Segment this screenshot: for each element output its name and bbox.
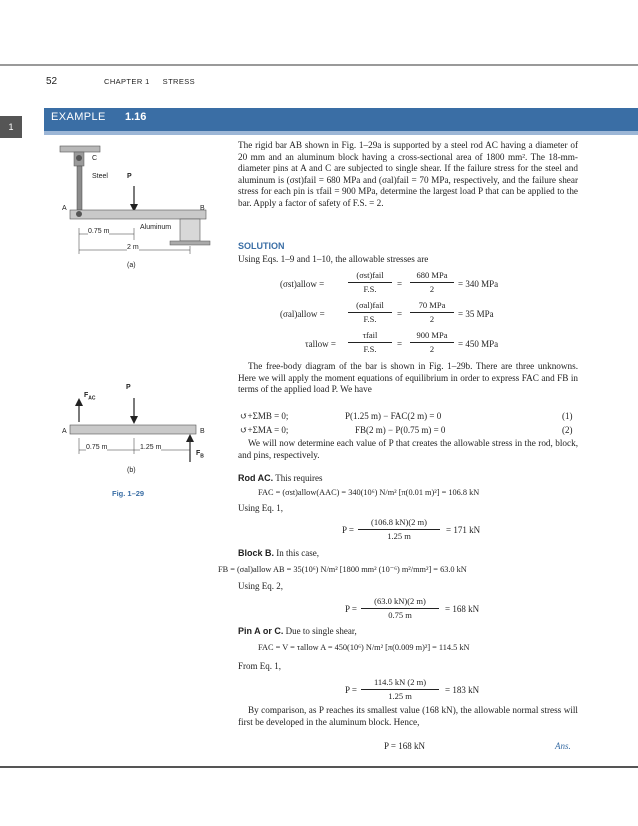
- block-b-p-num: (63.0 kN)(2 m): [374, 596, 426, 606]
- frac-line: [348, 312, 392, 313]
- ans-label: Ans.: [555, 741, 571, 751]
- page-bottom-rule: [0, 766, 638, 768]
- pin-p-num: 114.5 kN (2 m): [373, 677, 427, 687]
- fig-b-dim-right: 1.25 m: [140, 444, 162, 451]
- allow-eq-den1-1: F.S.: [363, 284, 377, 294]
- frac-line: [358, 529, 440, 530]
- fig-a-label-c: C: [92, 155, 98, 162]
- frac-line: [361, 608, 439, 609]
- equals: =: [397, 339, 403, 349]
- comparison-paragraph: By comparison, as P reaches its smallest value (168 kN), the allowable normal stress will first be developed in the aluminum block. Hence,: [238, 705, 578, 727]
- rod-ac-line: [238, 473, 323, 483]
- pin-p-den: 1.25 m: [388, 691, 412, 701]
- moment-eq-lhs-1: ↺+ΣMB = 0;: [240, 411, 289, 421]
- equals: =: [397, 279, 403, 289]
- block-b-line: [238, 548, 319, 558]
- fig-b-dim-left: 0.75 m: [86, 444, 108, 451]
- allow-eq-num1-3: τfail: [362, 330, 378, 340]
- rod-ac-p-den: 1.25 m: [387, 531, 411, 541]
- moment-eq-tag-2: (2): [562, 425, 573, 435]
- figure-b-diagram: [52, 380, 232, 490]
- pin-a: [76, 211, 82, 217]
- moment-eq-lhs-2: ↺+ΣMA = 0;: [240, 425, 289, 435]
- page-top-band: [0, 0, 638, 66]
- fig-b-label-b: B: [200, 428, 205, 435]
- chapter-label: CHAPTER 1: [104, 77, 150, 86]
- fig-b-caption: (b): [127, 467, 136, 474]
- rod-ac-p-lhs: P =: [342, 525, 354, 535]
- final-answer: P = 168 kN: [384, 741, 425, 751]
- fig-b-label-a: A: [62, 428, 67, 435]
- fbd-bar: [70, 425, 196, 434]
- allow-eq-den2-1: 2: [429, 284, 435, 294]
- allow-eq-result-1: = 340 MPa: [458, 279, 499, 289]
- allow-eq-num2-2: 70 MPa: [418, 300, 446, 310]
- allow-eq-num2-3: 900 MPa: [416, 330, 448, 340]
- equals: =: [397, 309, 403, 319]
- frac-line: [410, 282, 454, 283]
- page-number: 52: [46, 76, 58, 87]
- moment-eq-rhs-1: P(1.25 m) − FAC(2 m) = 0: [345, 411, 442, 421]
- chapter-header: [104, 77, 195, 86]
- fac-arrowhead: [75, 398, 83, 406]
- problem-statement: The rigid bar AB shown in Fig. 1–29a is supported by a steel rod AC having a diameter of 20 mm and an aluminum block having a cross-sectional area of 1800 mm². The 18-mm-diameter pins at A and C are subjected to single shear. If the failure stress for the steel and aluminum is (σst)fail = 680 MPa and (σal)fail = 70 MPa, respectively, and the failure shear stress for each pin is τfail = 900 MPa, determine the largest load P that can be applied to the bar. Apply a factor of safety of F.S. = 2.: [238, 140, 578, 208]
- allow-eq-num1-1: (σst)fail: [356, 270, 384, 280]
- fig-a-label-steel: Steel: [92, 173, 108, 180]
- block-b-case: In this case,: [276, 548, 320, 558]
- fig-a-label-b: B: [200, 205, 205, 212]
- allow-eq-lhs-2: (σal)allow =: [280, 309, 325, 319]
- figure-a-diagram: [52, 140, 232, 280]
- block-b-equation: FB = (σal)allow AB = 35(10⁶) N/m² [1800 mm² (10⁻⁶) m²/mm²] = 63.0 kN: [218, 565, 467, 574]
- moment-eq-rhs-2: FB(2 m) − P(0.75 m) = 0: [355, 425, 446, 435]
- pin-p-lhs: P =: [345, 685, 357, 695]
- aluminum-block: [180, 219, 200, 241]
- ground: [170, 241, 210, 245]
- block-b-using: Using Eq. 2,: [238, 581, 283, 591]
- chapter-title: STRESS: [162, 77, 196, 86]
- frac-line: [348, 342, 392, 343]
- allow-eq-result-3: = 450 MPa: [458, 339, 499, 349]
- fig-b-label-fac: $F_{AC}$: [84, 392, 96, 402]
- pin-p-result: = 183 kN: [445, 685, 480, 695]
- allow-eq-lhs-3: τallow =: [305, 339, 336, 349]
- fbd-paragraph: The free-body diagram of the bar is shown in Fig. 1–29b. There are three unknowns. Here we will apply the moment equations of equilibrium in order to express FAC and FB in terms of the applied load P. We have: [238, 361, 578, 394]
- fig-a-label-p: P: [127, 173, 132, 180]
- block-b-p-result: = 168 kN: [445, 604, 480, 614]
- rod-ac-heading: Rod AC.: [238, 473, 274, 483]
- frac-line: [348, 282, 392, 283]
- fig-a-label-a: A: [62, 205, 67, 212]
- fig-a-caption: (a): [127, 262, 136, 269]
- chapter-tab: 1: [0, 116, 22, 138]
- allow-eq-den1-3: F.S.: [363, 344, 377, 354]
- moment-eq-tag-1: (1): [562, 411, 573, 421]
- figure-caption: Fig. 1–29: [112, 489, 145, 498]
- allow-eq-den2-3: 2: [429, 344, 435, 354]
- allow-eq-num1-2: (σal)fail: [356, 300, 384, 310]
- pin-line: [238, 626, 357, 636]
- rod-ac-equation: FAC = (σst)allow(AAC) = 340(10⁶) N/m² [π(0.01 m)²] = 106.8 kN: [258, 488, 480, 497]
- example-rule: [44, 131, 638, 135]
- determine-paragraph: We will now determine each value of P that creates the allowable stress in the rod, block, and pins, respectively.: [238, 438, 578, 460]
- allow-eq-den1-2: F.S.: [363, 314, 377, 324]
- example-label: EXAMPLE: [51, 111, 106, 123]
- pin-due: Due to single shear,: [285, 626, 357, 636]
- frac-line: [410, 342, 454, 343]
- block-b-p-den: 0.75 m: [388, 610, 412, 620]
- example-number: 1.16: [125, 111, 147, 123]
- block-b-heading: Block B.: [238, 548, 275, 558]
- block-b-p-lhs: P =: [345, 604, 357, 614]
- pin-equation: FAC = V = τallow A = 450(10⁶) N/m² [π(0.009 m)²] = 114.5 kN: [258, 643, 470, 652]
- rod-ac-requires: This requires: [275, 473, 323, 483]
- fig-a-dim-left: 0.75 m: [88, 228, 110, 235]
- fig-b-label-fb: $F_B$: [196, 450, 204, 460]
- fig-a-dim-bottom: 2 m: [127, 244, 139, 251]
- allow-eq-num2-1: 680 MPa: [416, 270, 448, 280]
- allow-eq-lhs-1: (σst)allow =: [280, 279, 325, 289]
- pin-heading: Pin A or C.: [238, 626, 284, 636]
- rod-ac-p-num: (106.8 kN)(2 m): [371, 517, 427, 527]
- pin-c: [76, 155, 82, 161]
- frac-line: [410, 312, 454, 313]
- steel-rod: [77, 166, 82, 210]
- fig-a-label-aluminum: Aluminum: [140, 224, 172, 231]
- p-arrowhead: [130, 416, 138, 424]
- frac-line: [361, 689, 439, 690]
- rod-ac-using: Using Eq. 1,: [238, 503, 283, 513]
- allow-eq-result-2: = 35 MPa: [458, 309, 494, 319]
- solution-heading: SOLUTION: [238, 241, 285, 251]
- fig-b-label-p: P: [126, 384, 131, 391]
- rigid-bar: [70, 210, 206, 219]
- allow-eq-den2-2: 2: [429, 314, 435, 324]
- solution-intro: Using Eqs. 1–9 and 1–10, the allowable stresses are: [238, 254, 429, 264]
- rod-ac-p-result: = 171 kN: [446, 525, 481, 535]
- ceiling-support: [60, 146, 100, 152]
- pin-using: From Eq. 1,: [238, 661, 282, 671]
